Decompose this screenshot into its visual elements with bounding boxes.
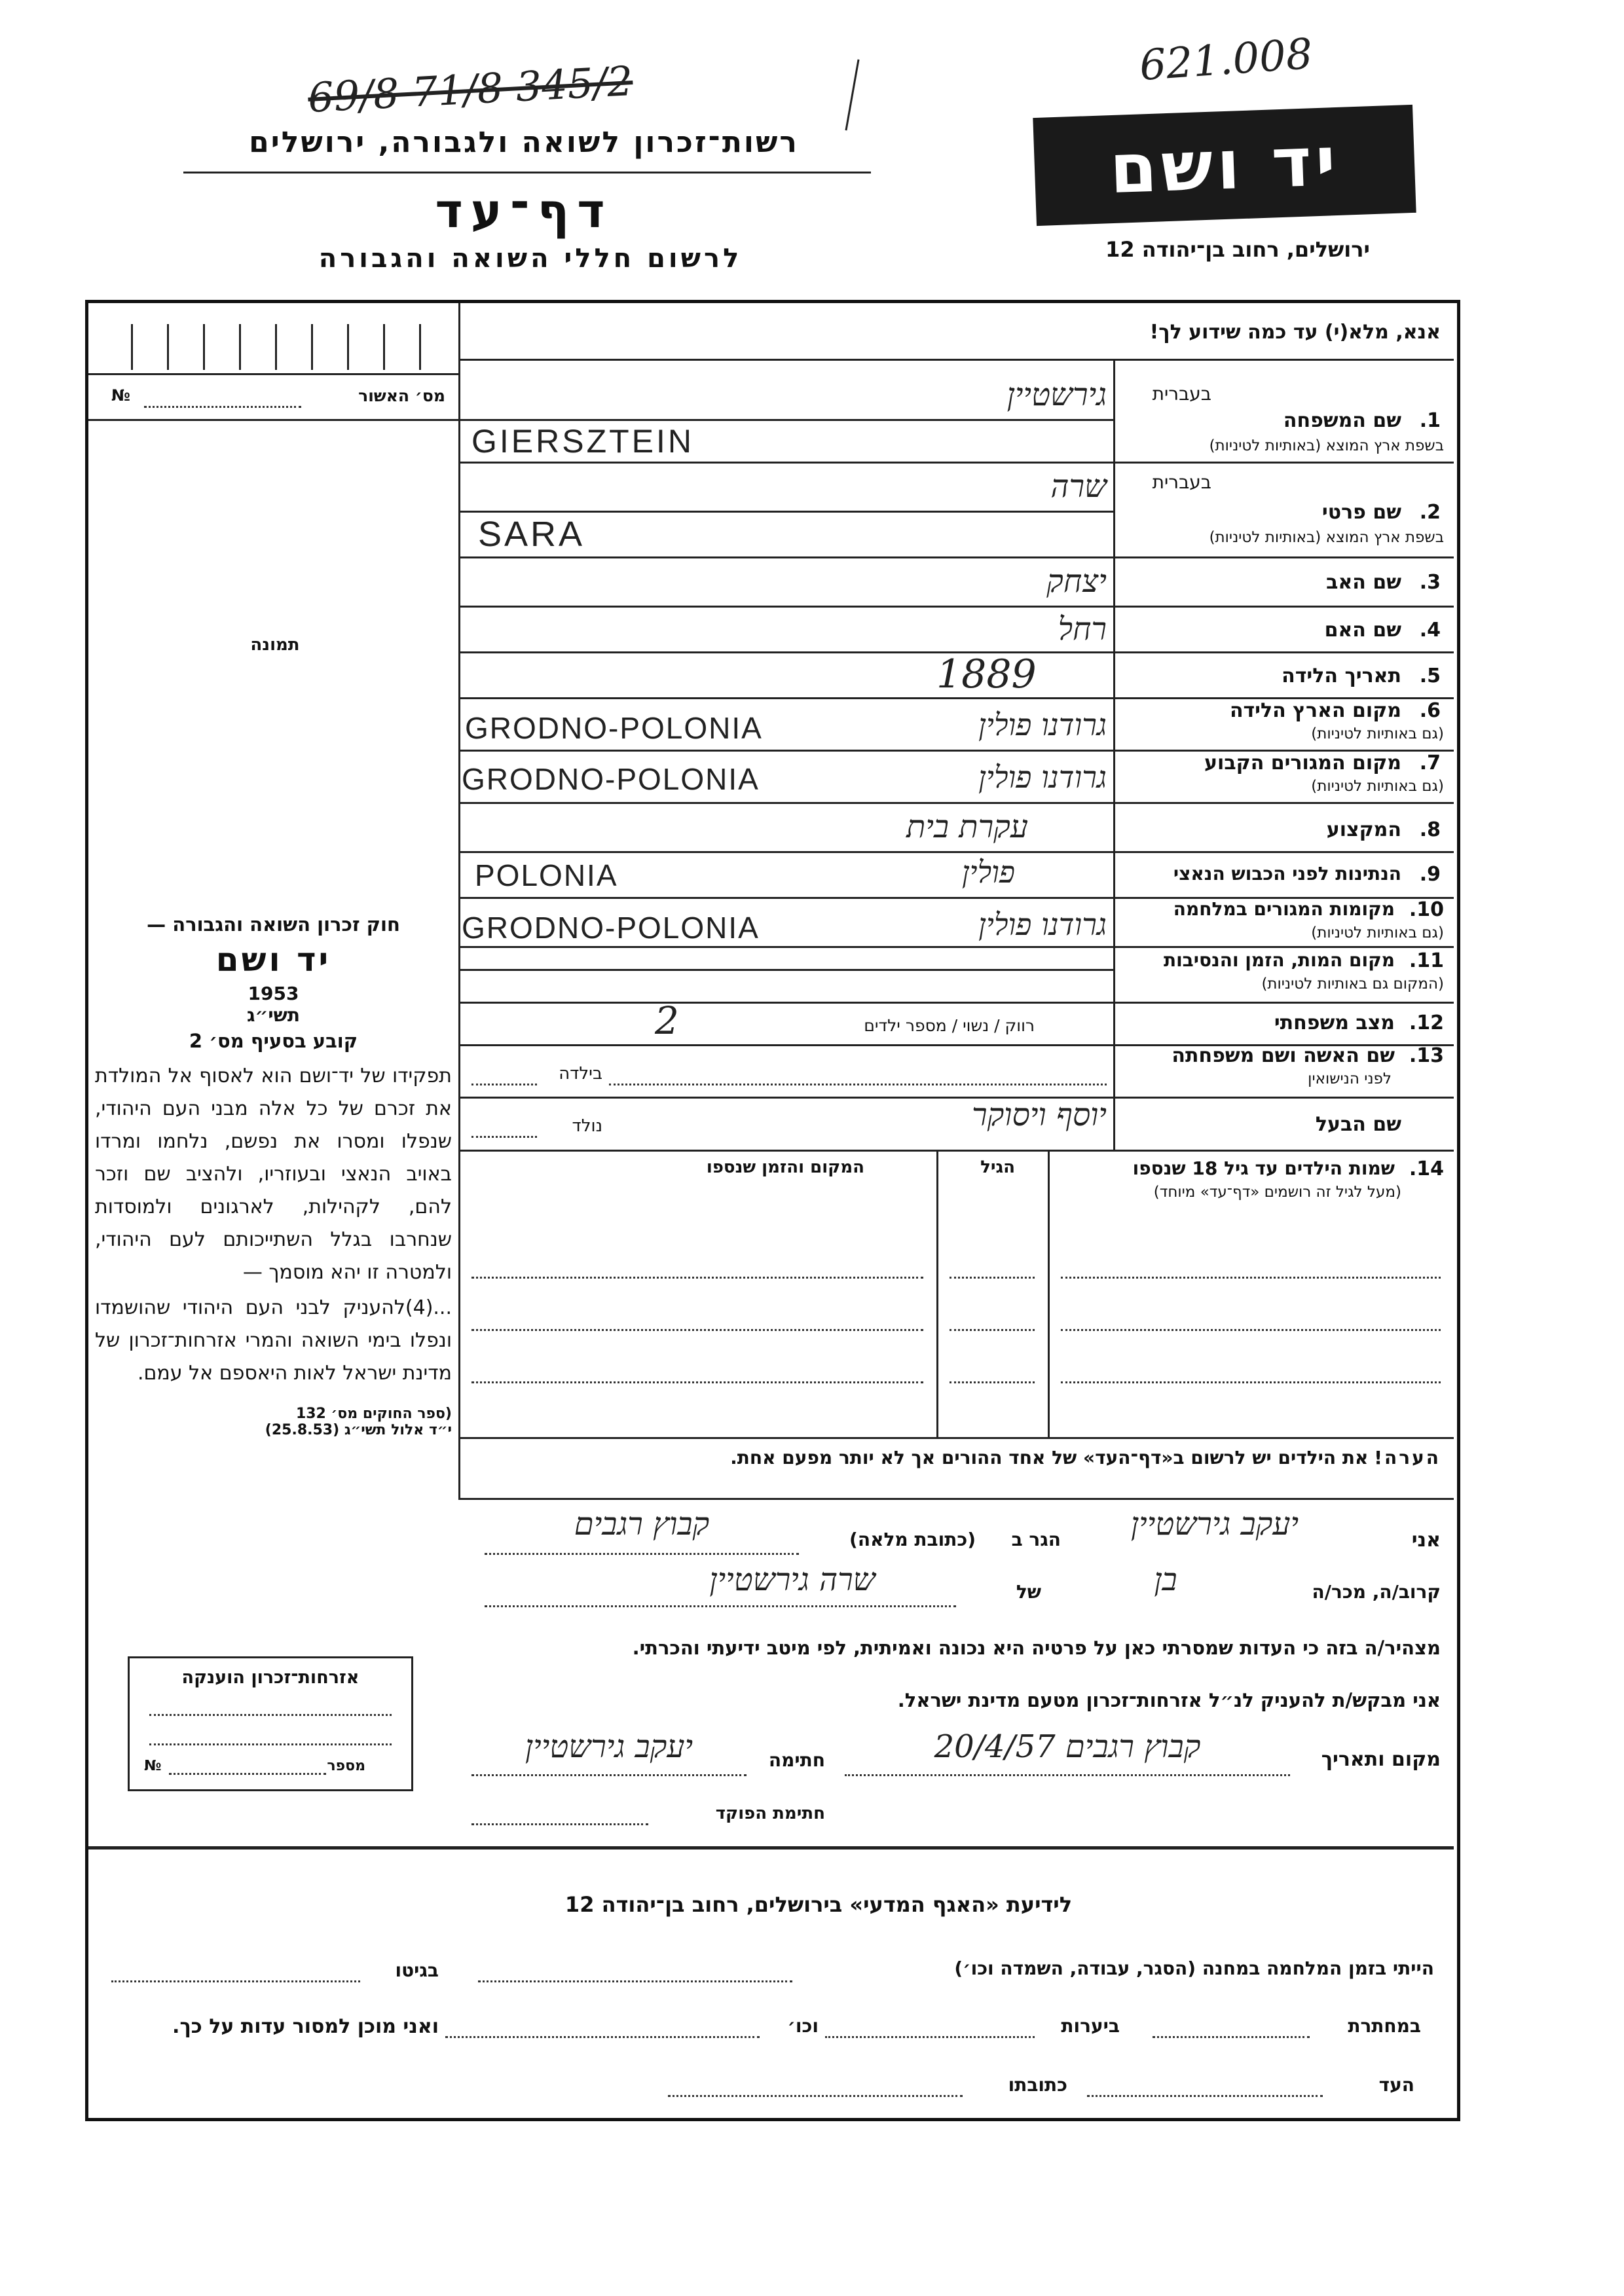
field-9-value-hebrew[interactable]: פולין: [961, 854, 1015, 890]
field-12-options: רווק / נשוי / מספר ילדים: [864, 1016, 1035, 1035]
footer-ghetto-label: בגיטו: [395, 1959, 439, 1981]
citizenship-box-title: אזרחות־זכרון הוענקה: [181, 1667, 360, 1688]
field-2-bottom: [458, 556, 1454, 558]
field-7-label: מקום המגורים הקבוע: [1204, 752, 1401, 774]
field-13-name-field[interactable]: [609, 1084, 1107, 1085]
field-11-sub: (המקום גם באותיות לטיניות): [1261, 975, 1444, 993]
field-1-sub: בשפת ארץ המוצא (באותיות לטיניות): [1209, 437, 1444, 454]
field-14-age-col: הגיל: [980, 1157, 1015, 1177]
field-10-value-latin[interactable]: GRODNO-POLONIA: [462, 911, 760, 945]
field-7-bottom: [458, 802, 1454, 804]
field-11-line: [458, 969, 1113, 971]
field-14-bottom: [458, 1437, 1454, 1439]
law-name: יד ושם: [215, 941, 331, 979]
citizenship-box: [128, 1656, 413, 1791]
declarant-name[interactable]: יעקב גירשטיין: [1130, 1506, 1299, 1542]
law-text: תפקידו של יד־ושם הוא לאסוף אל המולדת את זכרם של כל אלה מבני העם היהודי, שנפלו ומסרו את נפשם, נלחמו ומרדו באויב הנאצי ובעוזריו, ולהציב שם וזכר להם, לקהילות, לארגונים ולמוסדות שנחרבו בגלל השתייכותם לעם היהודי, ולמטרה זו יהא מוסמך —: [95, 1065, 452, 1284]
footer-forests-field[interactable]: [825, 2036, 1035, 2038]
left-top-divider: [88, 373, 458, 375]
approval-number-field[interactable]: [144, 406, 301, 408]
footer-witness-label: העד: [1378, 2074, 1414, 2096]
citizenship-box-no: №: [144, 1758, 162, 1774]
field-8-bottom: [458, 851, 1454, 853]
footer-ghetto-field[interactable]: [111, 1980, 360, 1982]
husband-label: שם הבעל: [1315, 1113, 1401, 1136]
field-4-num: 4.: [1419, 619, 1441, 642]
field-11-bottom: [458, 1002, 1454, 1004]
declarant-address-line: [485, 1553, 799, 1555]
field-6-num: 6.: [1419, 699, 1441, 722]
field-10-num: 10.: [1409, 898, 1444, 921]
declarant-address[interactable]: קבוץ רגבים: [574, 1506, 710, 1542]
field-10-value-hebrew[interactable]: גרודנו פולין: [978, 907, 1107, 942]
law-section: [95, 913, 452, 1438]
place-date-value[interactable]: קבוץ רגבים 20/4/57: [934, 1728, 1201, 1765]
field-14-place-col: המקום והזמן שנספו: [706, 1157, 864, 1177]
official-signature-label: חתימת הפוקד: [715, 1804, 825, 1823]
field-6-sub: (גם באותיות לטיניות): [1311, 725, 1444, 742]
field-12-label: מצב משפחתי: [1274, 1011, 1395, 1034]
law-year: 1953: [248, 983, 299, 1004]
field-7-value-hebrew[interactable]: גרודנו פולין: [978, 759, 1107, 795]
signature-value[interactable]: יעקב גירשטיין: [525, 1728, 693, 1765]
law-text-2: ...(4)להעניק לבני העם היהודי שהושמדו ונפלו בימי השואה והמרי אזרחות־זכרון של מדינת ישראל לאות היאספם אל עמם.: [95, 1296, 452, 1385]
husband-born-label: נולד: [572, 1116, 602, 1136]
footer-etc-field[interactable]: [445, 2036, 760, 2038]
child-row-1-name[interactable]: [1061, 1277, 1441, 1279]
declaration-text: מצהיר/ה בזה כי העדות שמסרתי כאן על פרטיה היא נכונה ואמיתית, לפי מיטב ידיעתי והכרתי.: [632, 1637, 1441, 1659]
declarant-of-name[interactable]: שרה גירשטיין: [709, 1561, 876, 1598]
footer-ready-label: ואני מוכן למסור עדות על כך.: [172, 2015, 439, 2038]
field-10-label: מקומות המגורים במלחמה: [1173, 898, 1395, 920]
footer-camp-field[interactable]: [478, 1980, 792, 1982]
instruction-underline: [458, 359, 1454, 361]
child-row-2-age[interactable]: [950, 1329, 1035, 1331]
law-section-ref: קובע בסעיף מס׳ 2: [189, 1030, 358, 1052]
page-subtitle: לרשום חללי השואה והגבורה: [318, 244, 743, 274]
declarant-of-label: של: [1016, 1581, 1041, 1603]
place-date-line: [845, 1774, 1290, 1776]
footer-title: לידיעת «האגף המדעי» בירושלים, רחוב בן־יהודה 12: [564, 1892, 1073, 1917]
declarant-of-line: [485, 1605, 956, 1607]
place-date-label: מקום ותאריך: [1321, 1748, 1441, 1771]
field-2-value-latin[interactable]: SARA: [478, 515, 585, 554]
header-address: ירושלים, רחוב בן־יהודה 12: [1105, 237, 1370, 262]
footer-address-field[interactable]: [668, 2095, 963, 2097]
field-5-value[interactable]: 1889: [936, 651, 1037, 697]
field-4-value[interactable]: רחל: [1058, 611, 1107, 647]
law-source-1: (ספר החוקים מס׳ 132: [295, 1406, 452, 1422]
field-9-value-latin[interactable]: POLONIA: [475, 858, 618, 892]
citizenship-box-number-label: מספר: [327, 1758, 365, 1774]
field-13-born-label: בילדה: [559, 1064, 602, 1084]
field-3-num: 3.: [1419, 571, 1441, 594]
field-13-label: שם האשה ושם משפחתה: [1172, 1044, 1395, 1067]
field-3-value[interactable]: יצחק: [1046, 563, 1107, 600]
field-8-num: 8.: [1419, 818, 1441, 841]
left-column-divider: [458, 303, 460, 1498]
yad-vashem-logo: [1033, 105, 1416, 226]
field-6-value-hebrew[interactable]: גרודנו פולין: [978, 707, 1107, 742]
declarant-relation[interactable]: בן: [1154, 1561, 1177, 1598]
footer-witness-field[interactable]: [1087, 2095, 1323, 2097]
footer-etc-label: וכו׳: [787, 2015, 819, 2037]
field-14-label: שמות הילדים עד גיל 18 שנספו: [1132, 1157, 1395, 1179]
field-1-value-hebrew[interactable]: גירשטיין: [1006, 376, 1107, 413]
declarant-relation-label: קרוב/ה, מכר/ה: [1312, 1581, 1441, 1603]
declarant-resides-label: הגר ב: [1011, 1529, 1061, 1550]
field-1-num: 1.: [1419, 409, 1441, 432]
field-4-label: שם האם: [1324, 619, 1401, 642]
field-2-num: 2.: [1419, 501, 1441, 524]
note-bottom: [458, 1498, 1454, 1500]
child-row-3-age[interactable]: [950, 1381, 1035, 1383]
footer-address-label: כתובתו: [1008, 2074, 1067, 2096]
logo-text: יד ושם: [1108, 120, 1341, 210]
field-6-label: מקום הארץ הלידה: [1229, 699, 1401, 722]
field-13-born-field[interactable]: [471, 1084, 537, 1085]
org-underline: [183, 172, 871, 173]
footer-camp-text: הייתי בזמן המלחמה במחנה (הסגר, עבודה, השמדה וכו׳): [954, 1958, 1434, 1979]
husband-born-field[interactable]: [471, 1136, 537, 1138]
field-2-sub: בשפת ארץ המוצא (באותיות לטיניות): [1209, 529, 1444, 546]
photo-label: תמונה: [250, 635, 300, 655]
field-6-value-latin[interactable]: GRODNO-POLONIA: [465, 711, 763, 745]
footer-divider: [88, 1846, 1454, 1850]
field-3-label: שם האב: [1326, 571, 1401, 594]
field-1-value-latin[interactable]: GIERSZTEIN: [471, 423, 695, 460]
child-row-2-name[interactable]: [1061, 1329, 1441, 1331]
instruction-text: אנא, מלא(י) עד כמה שידוע לך!: [1149, 321, 1441, 344]
footer-partisan-label: במחתרת: [1348, 2015, 1421, 2037]
tally-marks: [131, 324, 445, 370]
field-14-sub: (מעל לגיל זה רושמים «דף־עד» מיוחד): [1153, 1184, 1401, 1201]
field-1-hebrew-line: [458, 419, 1113, 421]
field-2-hebrew-tag: בעברית: [1152, 471, 1211, 493]
page-title: דף־עד: [435, 183, 613, 238]
field-7-value-latin[interactable]: GRODNO-POLONIA: [462, 762, 760, 796]
field-7-num: 7.: [1419, 752, 1441, 774]
note-text: את הילדים יש לרשום ב«דף־העד» של אחד ההורים אך לא יותר מפעם אחת.: [730, 1447, 1369, 1468]
child-row-3-place[interactable]: [471, 1381, 923, 1383]
field-8-value[interactable]: עקרת בית: [906, 809, 1028, 845]
label-column-divider: [1113, 359, 1115, 1150]
footer-forests-label: ביערות: [1061, 2015, 1120, 2037]
scribble-stroke: [845, 60, 859, 131]
child-row-3-name[interactable]: [1061, 1381, 1441, 1383]
field-3-bottom: [458, 606, 1454, 608]
child-row-2-place[interactable]: [471, 1329, 923, 1331]
approval-number-label: מס׳ האשור: [358, 386, 445, 405]
field-2-label: שם פרטי: [1321, 501, 1401, 524]
org-line: רשות־זכרון לשואה ולגבורה, ירושלים: [249, 126, 799, 159]
field-2-value-hebrew[interactable]: שרה: [1050, 468, 1107, 505]
law-year-hebrew: תשי״ג: [247, 1004, 300, 1026]
husband-value[interactable]: יוסף ויסוקר: [971, 1097, 1107, 1133]
field-10-bottom: [458, 946, 1454, 948]
citizenship-box-number-field[interactable]: [169, 1773, 326, 1775]
field-9-num: 9.: [1419, 863, 1441, 886]
child-row-1-place[interactable]: [471, 1277, 923, 1279]
signature-line: [471, 1774, 747, 1776]
field-5-num: 5.: [1419, 665, 1441, 687]
approval-no-sign: №: [111, 386, 130, 405]
field-5-label: תאריך הלידה: [1282, 665, 1401, 687]
field-1-hebrew-tag: בעברית: [1152, 383, 1211, 405]
field-9-label: הנתינות לפני הכבוש הנאצי: [1173, 863, 1401, 884]
signature-label: חתימה: [768, 1749, 825, 1771]
archive-code: 621.008: [1137, 29, 1314, 91]
note-row: [471, 1447, 1441, 1468]
field-8-label: המקצוע: [1326, 818, 1401, 841]
child-row-1-age[interactable]: [950, 1277, 1035, 1279]
husband-bottom: [458, 1150, 1454, 1152]
field-13-sub: לפני הנישואין: [1308, 1070, 1392, 1087]
field-2-hebrew-line: [458, 511, 1113, 513]
field-14-col-divider-2: [1048, 1150, 1050, 1438]
field-12-children-count[interactable]: 2: [655, 998, 679, 1043]
field-10-sub: (גם באותיות לטיניות): [1311, 924, 1444, 941]
note-label: הערה!: [1374, 1447, 1441, 1468]
field-1-bottom: [458, 462, 1454, 464]
official-signature-line[interactable]: [471, 1823, 648, 1825]
field-13-num: 13.: [1409, 1044, 1444, 1067]
field-7-sub: (גם באותיות לטיניות): [1311, 778, 1444, 795]
field-12-num: 12.: [1409, 1011, 1444, 1034]
field-11-label: מקום המות, הזמן והנסיבות: [1163, 949, 1395, 971]
law-title: חוק זכרון השואה והגבורה —: [147, 913, 400, 936]
field-14-col-divider-1: [936, 1150, 938, 1438]
scribbled-reference-numbers: 69/8 71/8 345/2: [306, 57, 635, 122]
footer-partisan-field[interactable]: [1153, 2036, 1310, 2038]
law-source-2: י״ד אלול תשי״ג (25.8.53): [265, 1422, 452, 1438]
field-14-num: 14.: [1409, 1157, 1444, 1180]
field-1-label: שם המשפחה: [1283, 409, 1401, 432]
field-11-num: 11.: [1409, 949, 1444, 972]
request-text: אני מבקש/ת להעניק לנ״ל אזרחות־זכרון מטעם מדינת ישראל.: [897, 1689, 1441, 1711]
approval-divider: [88, 419, 458, 421]
declarant-address-label: (כתובת מלאה): [849, 1529, 976, 1550]
declarant-i-label: אני: [1411, 1529, 1441, 1552]
